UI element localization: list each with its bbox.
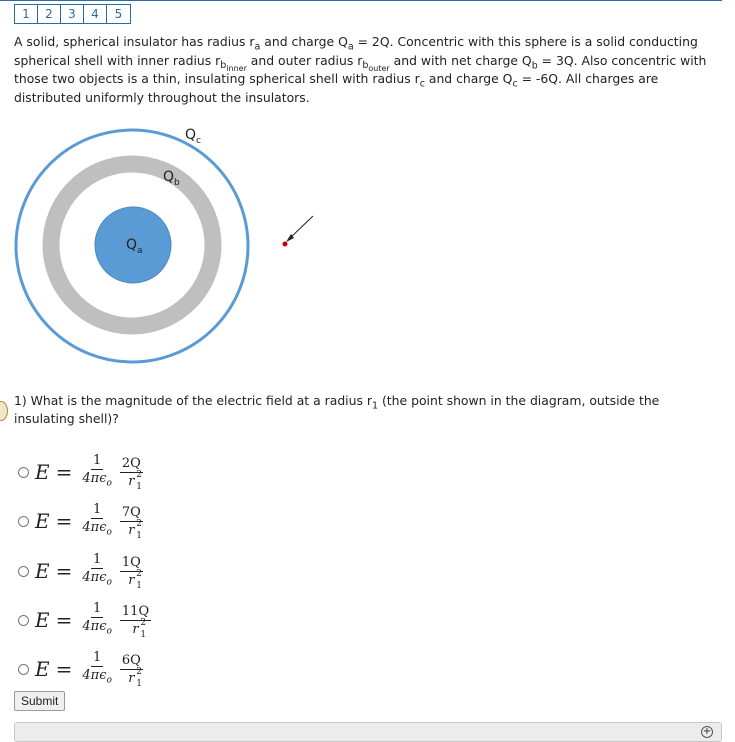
fraction-charge: 7Q r 2 1 xyxy=(121,504,142,541)
collapsed-panel-bar[interactable] xyxy=(14,722,722,742)
radio-button[interactable] xyxy=(18,615,29,626)
radio-button[interactable] xyxy=(18,516,29,527)
answer-option[interactable]: E = $\frac{1}{4\pi\epsilon_o}$ 6Q r 2 1 xyxy=(18,649,151,689)
question-text: What is the magnitude of the electric field at a radius $r_1$ (the point shown in the diagram, outside the insulating shell)? xyxy=(14,393,660,426)
plus-circle-icon[interactable]: + xyxy=(702,726,712,737)
answer-option[interactable]: E = $\frac{1}{4\pi\epsilon_o}$ 11Q r 2 1 xyxy=(18,600,159,640)
question-tabs xyxy=(14,4,131,24)
problem-statement: A solid, spherical insulator has radius $r_a$ and charge $Q_a = 2Q$. Concentric with this sphere is a solid conducting spherical shell with inner radius $r_{b_{inner}}$ and outer radius $r_{b_{outer}}$ and with net charge $Q_b = 3Q$. Also concentric with those two objects is a thin, insulating spherical shell with radius $r_c$ and charge $Q_c = -6Q$. All charges are distributed uniformly throughout the insulators. xyxy=(14,34,707,105)
question-marker-icon xyxy=(0,401,8,421)
tab-1[interactable]: 1 xyxy=(15,5,38,23)
radio-button[interactable] xyxy=(18,467,29,478)
question-1 xyxy=(14,392,714,428)
fraction-coefficient: $\frac{1}{4\pi\epsilon_o}$ xyxy=(82,551,112,588)
label-qa: $Q_a$ xyxy=(126,237,143,256)
fraction-charge: 1Q r 2 1 xyxy=(121,554,142,591)
tab-3[interactable]: 3 xyxy=(61,5,84,23)
answer-option[interactable]: E = $\frac{1}{4\pi\epsilon_o}$ 7Q r 2 1 xyxy=(18,501,151,541)
field-point xyxy=(283,242,288,247)
fraction-coefficient: $\frac{1}{4\pi\epsilon_o}$ xyxy=(82,600,112,637)
answer-option[interactable]: E = $\frac{1}{4\pi\epsilon_o}$ 1Q r 2 1 xyxy=(18,551,151,591)
charge-diagram xyxy=(0,115,340,370)
top-divider xyxy=(0,0,722,1)
tab-5[interactable]: 5 xyxy=(114,7,123,21)
tab-2[interactable]: 2 xyxy=(38,5,61,23)
fraction-charge: 11Q r 2 1 xyxy=(121,603,150,640)
question-number: 1) xyxy=(14,393,27,408)
radio-button[interactable] xyxy=(18,566,29,577)
label-qb: $Q_b$ xyxy=(163,169,180,188)
fraction-coefficient: $\frac{1}{4\pi\epsilon_o}$ xyxy=(82,649,112,686)
answer-option[interactable]: E = $\frac{1}{4\pi\epsilon_o}$ 2Q r 2 1 xyxy=(18,452,151,492)
submit-button[interactable]: Submit xyxy=(14,691,65,711)
fraction-coefficient: $\frac{1}{4\pi\epsilon_o}$ xyxy=(82,452,112,489)
fraction-charge: 6Q r 2 1 xyxy=(121,652,142,689)
label-qc: $Q_c$ xyxy=(185,127,201,146)
pointer-arrow xyxy=(289,216,313,239)
tab-4[interactable]: 4 xyxy=(84,5,107,23)
fraction-coefficient: $\frac{1}{4\pi\epsilon_o}$ xyxy=(82,501,112,538)
fraction-charge: 2Q r 2 1 xyxy=(121,455,142,492)
radio-button[interactable] xyxy=(18,664,29,675)
